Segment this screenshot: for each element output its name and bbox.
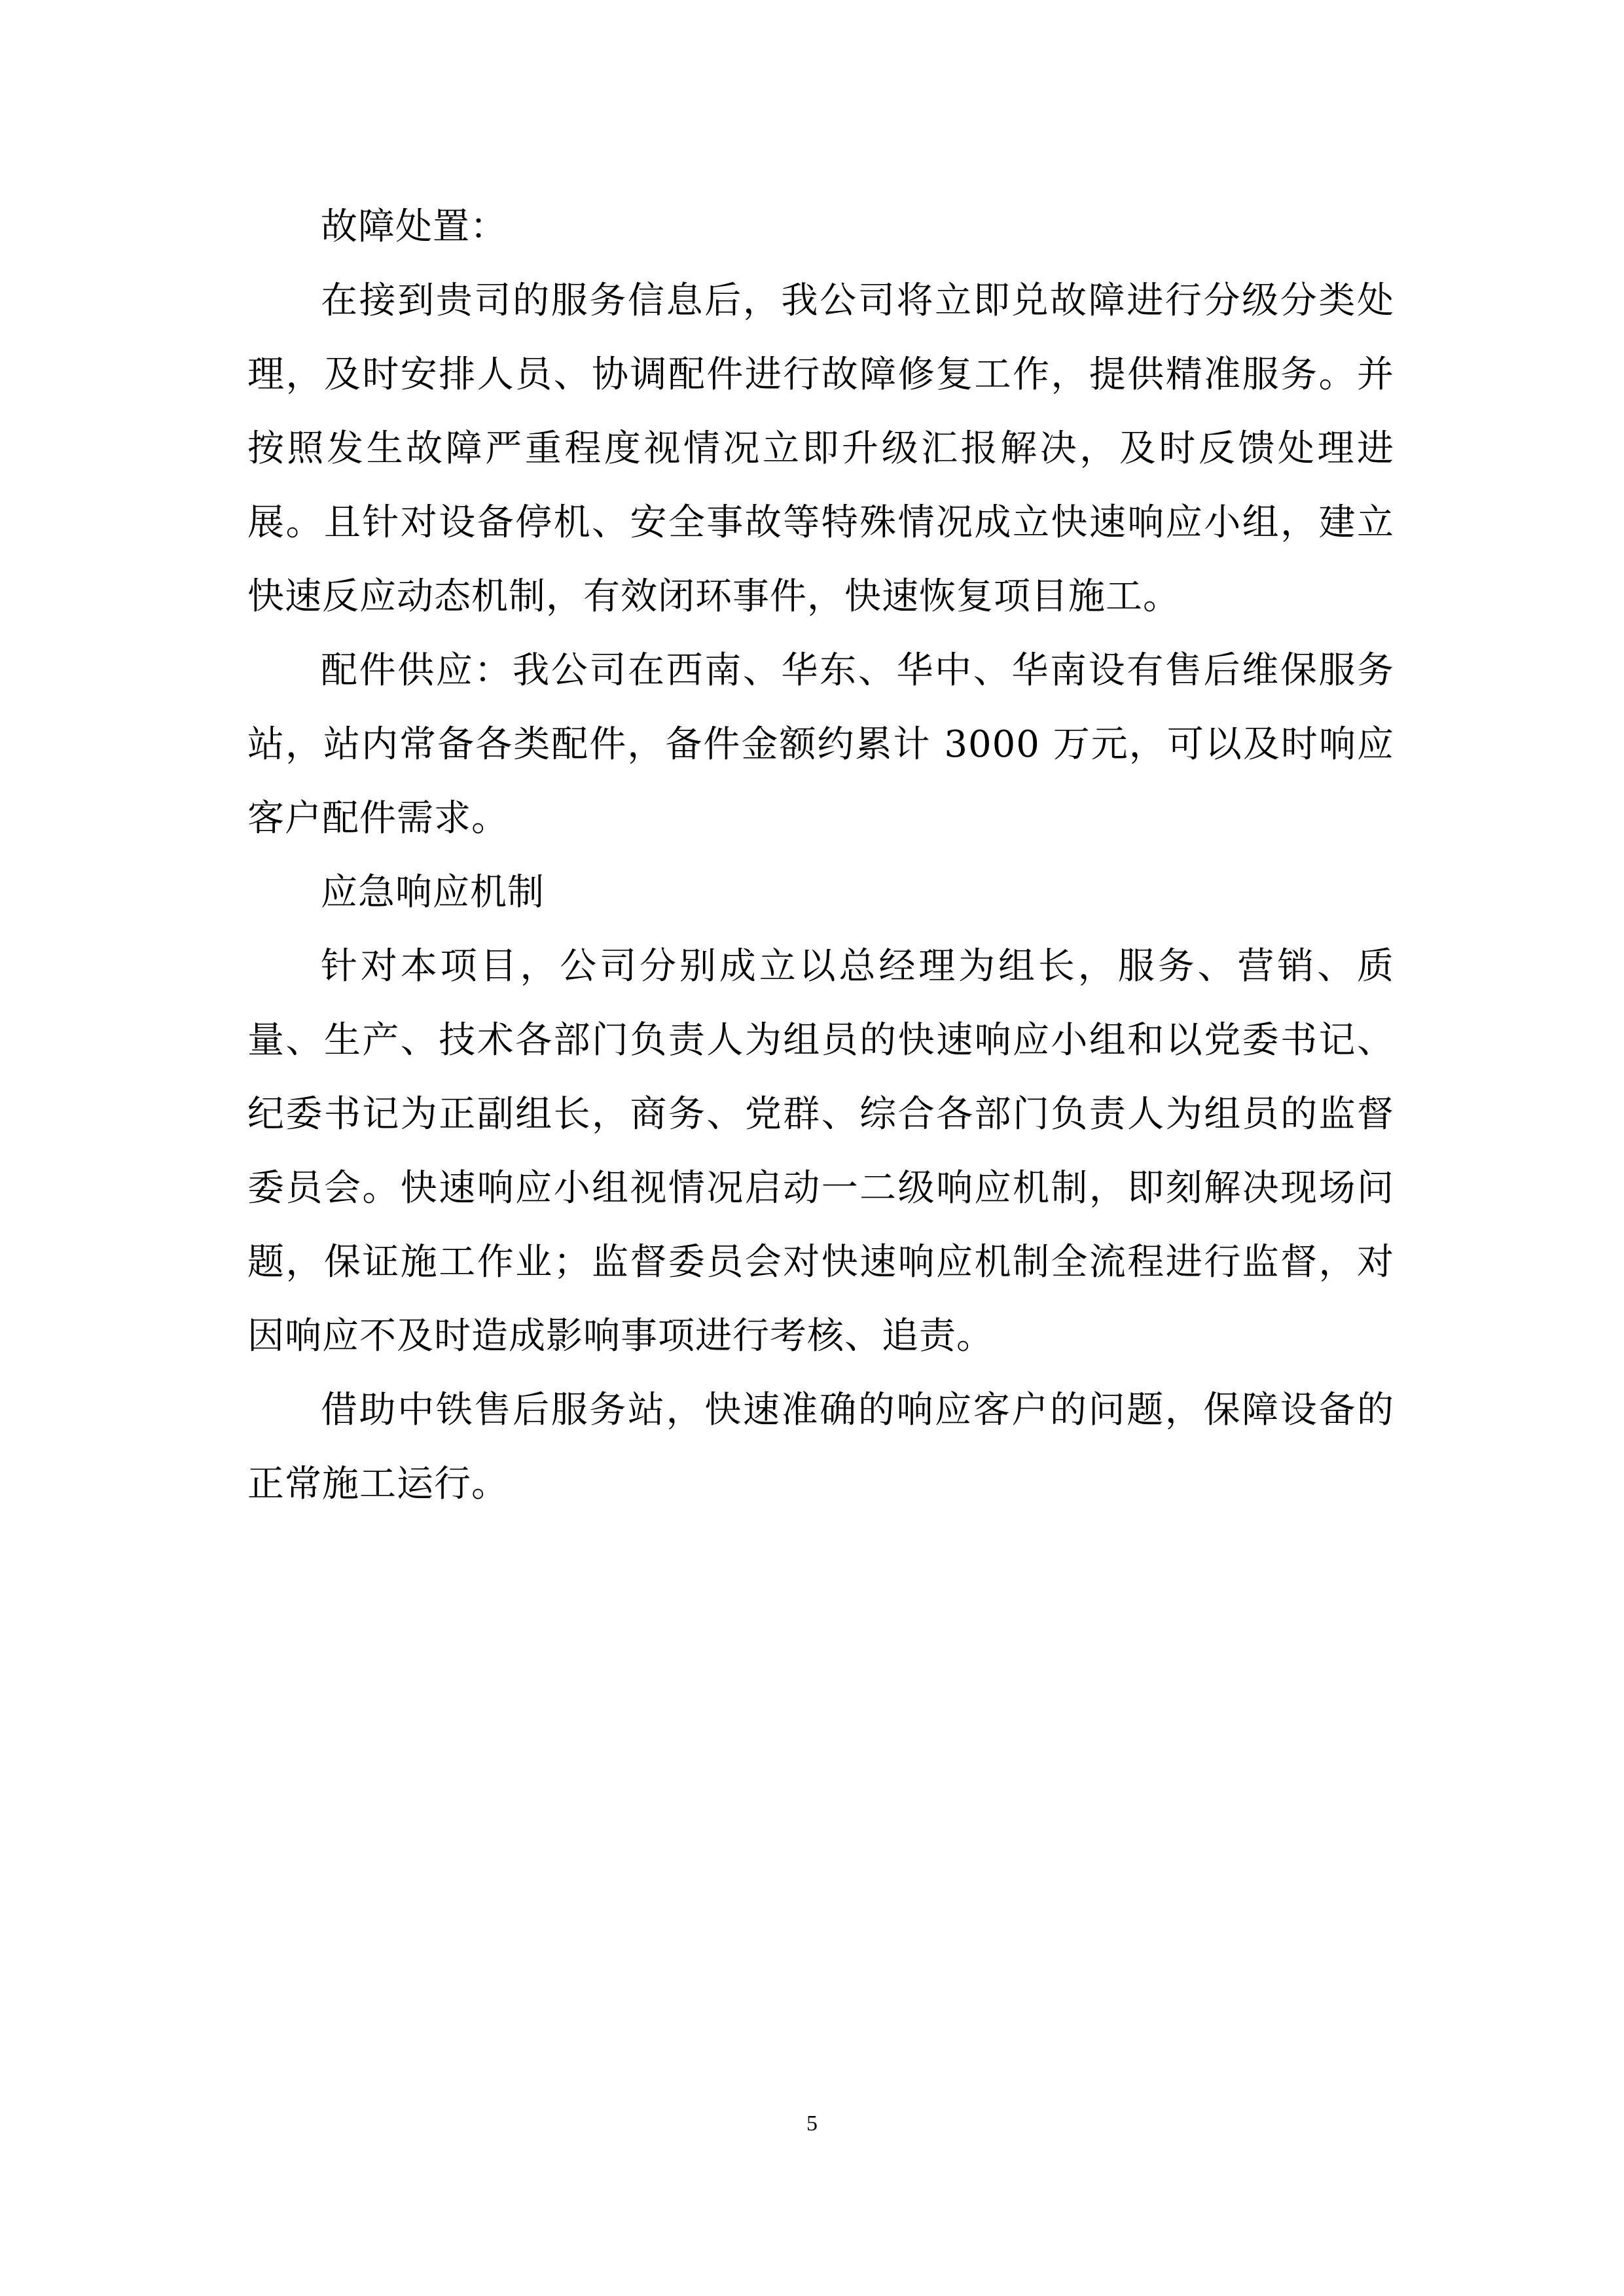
emergency-response-heading: 应急响应机制 — [321, 871, 545, 914]
fault-handling-heading: 故障处置： — [321, 206, 507, 248]
fault-handling-paragraph: 在接到贵司的服务信息后，我公司将立即兑故障进行分级分类处理，及时安排人员、协调配件进行故障修复工作，提供精准服务。并按照发生故障严重程度视情况立即升级汇报解决，及时反馈处理进展。且针对设备停机、安全事故等特殊情况成立快速响应小组，建立快速反应动态机制，有效闭环事件，快速恢复项目施工。 — [247, 279, 1394, 618]
document-body — [247, 190, 1394, 1521]
service-station-paragraph: 借助中铁售后服务站，快速准确的响应客户的问题，保障设备的正常施工运行。 — [247, 1389, 1394, 1505]
page-number: 5 — [806, 2111, 818, 2136]
emergency-response-paragraph: 针对本项目，公司分别成立以总经理为组长，服务、营销、质量、生产、技术各部门负责人为组员的快速响应小组和以党委书记、纪委书记为正副组长，商务、党群、综合各部门负责人为组员的监督委员会。快速响应小组视情况启动一二级响应机制，即刻解决现场问题，保证施工作业；监督委员会对快速响应机制全流程进行监督，对因响应不及时造成影响事项进行考核、追责。 — [247, 945, 1394, 1357]
parts-supply-paragraph: 配件供应：我公司在西南、华东、华中、华南设有售后维保服务站，站内常备各类配件，备件金额约累计 3000 万元，可以及时响应客户配件需求。 — [247, 649, 1394, 840]
